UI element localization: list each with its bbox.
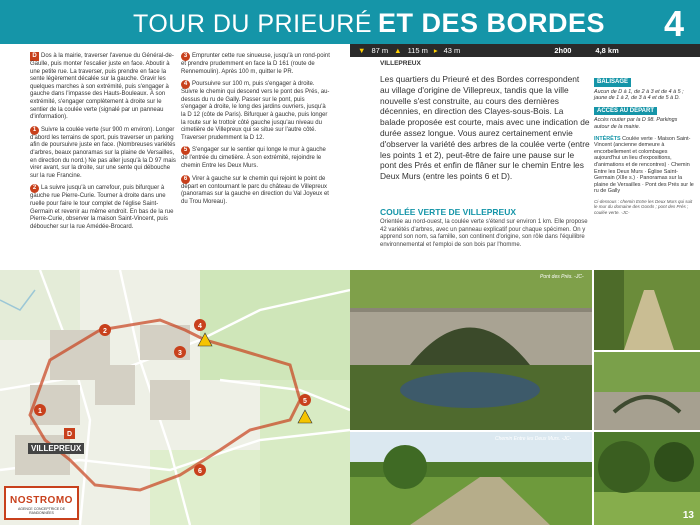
acces-title: ACCÈS AU DÉPART bbox=[594, 107, 657, 116]
step-text: Dos à la mairie, traverser l'avenue du Général-de-Gaulle, puis monter l'escalier juste en face. Aboutir à une petite rue. La traverser, puis prendre en face la sente légèrement décalée sur la gauche. Gravir les quelques marches à son extrémité, puis s'engager à gauche dans l'impasse des Hauts-Bouleaux. À son extrémité, s'engager complètement à droite sur le sentier de la coulée verte (signalé par un panneau d'information). bbox=[30, 53, 174, 121]
direction-step bbox=[181, 52, 331, 76]
bridge-caption: Pont des Prés. -JC- bbox=[540, 274, 584, 280]
alt-min-icon: ▸ bbox=[433, 46, 438, 55]
step-marker: 5 bbox=[181, 146, 190, 155]
path-caption: Chemin Entre les Deux Murs. -JC- bbox=[495, 436, 572, 442]
alt-gain: 115 m bbox=[407, 46, 428, 55]
photo-sidebar-2 bbox=[594, 352, 700, 430]
step-text: Suivre la coulée verte (sur 900 m environ). Longer d'abord les terrains de sport, puis traverser un parking afin de poursuivre juste en face. (Nombreuses variétés d'arbres, beaux panoramas sur la plaine de Versailles, en direction du nord.) Ne pas aller jusqu'à la D 97 mais virer avant, sur la droite, sur une sente qui débouche sur la rue Francine. bbox=[30, 126, 176, 179]
step-marker: 3 bbox=[181, 52, 190, 61]
publisher-logo bbox=[4, 486, 79, 520]
interets-title: INTÉRÊTS bbox=[594, 135, 621, 142]
balisage-text: Aucun de D à 1, de 2 à 3 et de 4 à 5 ; jaune de 1 à 2, de 3 à 4 et de 5 à D. bbox=[594, 88, 684, 102]
step-text: S'engager sur le sentier qui longe le mur à gauche de l'entrée du cimetière. À son extrémité, rejoindre le chemin Entre les Deux Murs. bbox=[181, 147, 326, 169]
distance: 4,8 km bbox=[595, 46, 619, 55]
logo-name: NOSTROMO bbox=[10, 495, 73, 506]
info-sidebar bbox=[594, 78, 694, 215]
step-text: Virer à gauche sur le chemin qui rejoint le point de départ en contournant le parc du château de Villepreux (panoramas sur la gauche en direction du Val Joyeux et du Trou Moreau). bbox=[181, 175, 329, 205]
photo-path bbox=[350, 432, 592, 525]
svg-text:5: 5 bbox=[303, 398, 307, 405]
step-marker: 2 bbox=[30, 184, 39, 193]
photo-sidebar-1 bbox=[594, 270, 700, 350]
step-text: Emprunter cette rue sinueuse, jusqu'à un rond-point et prendre prudemment en face la D 161 (route de Rennemoulin). Après 100 m, quitter le PR. bbox=[181, 53, 330, 75]
direction-step bbox=[30, 52, 178, 122]
direction-step bbox=[181, 80, 331, 142]
interets-text: Coulée verte · Maison Saint-Vincent (ancienne demeure à encorbellement et colombages aujourd'hui un lieu d'expositions, d'animations et de rencontres) · Chemin Entre les Deux Murs · Église Saint-Germain (XIIe s.) · Panoramas sur la plaine de Versailles · Pont des Prés sur le ru de Gally bbox=[594, 135, 694, 195]
step-marker: D bbox=[30, 52, 39, 61]
interets-block bbox=[594, 136, 694, 195]
step-text: La suivre jusqu'à un carrefour, puis bifurquer à gauche rue Pierre-Curie. Tourner à droite dans une ruelle pour faire le tour complet de l'église Saint-Germain et revenir au même endroit. En bas de la rue Pierre-Curie, observer la maison Saint-Vincent, puis déboucher sur la rue Amédée-Brocard. bbox=[30, 185, 174, 230]
step-marker: 1 bbox=[30, 126, 39, 135]
svg-text:6: 6 bbox=[198, 468, 202, 475]
page-header bbox=[0, 0, 700, 44]
coulee-title: COULÉE VERTE DE VILLEPREUX bbox=[380, 207, 517, 217]
direction-step bbox=[30, 184, 178, 231]
step-text: Poursuivre sur 100 m, puis s'engager à droite. Suivre le chemin qui descend vers le pont des Prés, au-dessus du ru de Gally. Passer sur le pont, puis s'engager à droite, le long des jardins ouvriers, jusqu'à la D 12 (côte de Paris). Bifurquer à gauche, puis longer la route sur le trottoir côté gauche jusqu'au niveau du cimetière de Villepreux qui se situe sur l'autre côté. Traverser prudemment la D 12. bbox=[181, 81, 330, 141]
svg-text:1: 1 bbox=[38, 408, 42, 415]
logo-tagline: AGENCE CONCEPTRICE DE RANDONNÉES bbox=[17, 507, 66, 515]
alt-max-icon: ▼ bbox=[358, 46, 366, 55]
intro-paragraph: Les quartiers du Prieuré et des Bordes correspondent au village d'origine de Villepreux, tandis que la ville nouvelle s'est construite, au cours des dernières décennies, en direction des Clayes-sous-Bois. La balade proposée est courte, mais avec une indication de durée assez longue. Vous aurez certainement envie d'observer la variété des arbres de la coulée verte (entre les points 1 et 2), peut-être de faire une pause sur le pont des Prés et enfin de flâner sur le chemin Entre les Deux Murs (entre les points 6 et D). bbox=[380, 74, 590, 182]
directions-column-1 bbox=[30, 52, 178, 235]
direction-step bbox=[30, 126, 178, 181]
direction-step bbox=[181, 146, 331, 170]
balisage-title: BALISAGE bbox=[594, 78, 631, 87]
photo-bridge bbox=[350, 270, 592, 430]
map-town-label: VILLEPREUX bbox=[28, 443, 84, 454]
alt-min: 43 m bbox=[443, 46, 461, 55]
title-right: ET DES BORDES bbox=[378, 8, 606, 38]
svg-text:D: D bbox=[66, 431, 73, 438]
location-label: VILLEPREUX bbox=[380, 60, 421, 67]
duration: 2h00 bbox=[554, 46, 572, 55]
chapter-number: 4 bbox=[663, 3, 684, 44]
directions-column-2 bbox=[181, 52, 331, 210]
alt-max: 87 m bbox=[371, 46, 389, 55]
acces-text: Accès routier par la D 98. Parkings autour de la mairie. bbox=[594, 117, 678, 130]
svg-text:2: 2 bbox=[103, 328, 107, 335]
step-marker: 4 bbox=[181, 80, 190, 89]
title-left: TOUR DU PRIEURÉ bbox=[133, 10, 373, 38]
photo-caption-note: Ci-dessous : chemin Entre les Deux Murs qui suit le mur du domaine des Gonds ; pont des Prés ; coulée verte. -JC- bbox=[594, 198, 693, 215]
svg-text:4: 4 bbox=[198, 323, 202, 330]
coulee-text: Orientée au nord-ouest, la coulée verte s'étend sur environ 1 km. Elle propose 42 variétés d'arbres, avec un panneau explicatif pour chaque spécimen. On y apprend son nom, sa famille, son continent d'origine, son rôle dans l'équilibre environnemental et l'emploi de son bois par l'homme. bbox=[380, 219, 588, 248]
direction-step bbox=[181, 175, 331, 207]
svg-text:3: 3 bbox=[178, 350, 182, 357]
page-number: 13 bbox=[682, 510, 694, 521]
alt-gain-icon: ▲ bbox=[394, 46, 402, 55]
step-marker: 6 bbox=[181, 175, 190, 184]
route-stats-bar bbox=[350, 44, 700, 57]
